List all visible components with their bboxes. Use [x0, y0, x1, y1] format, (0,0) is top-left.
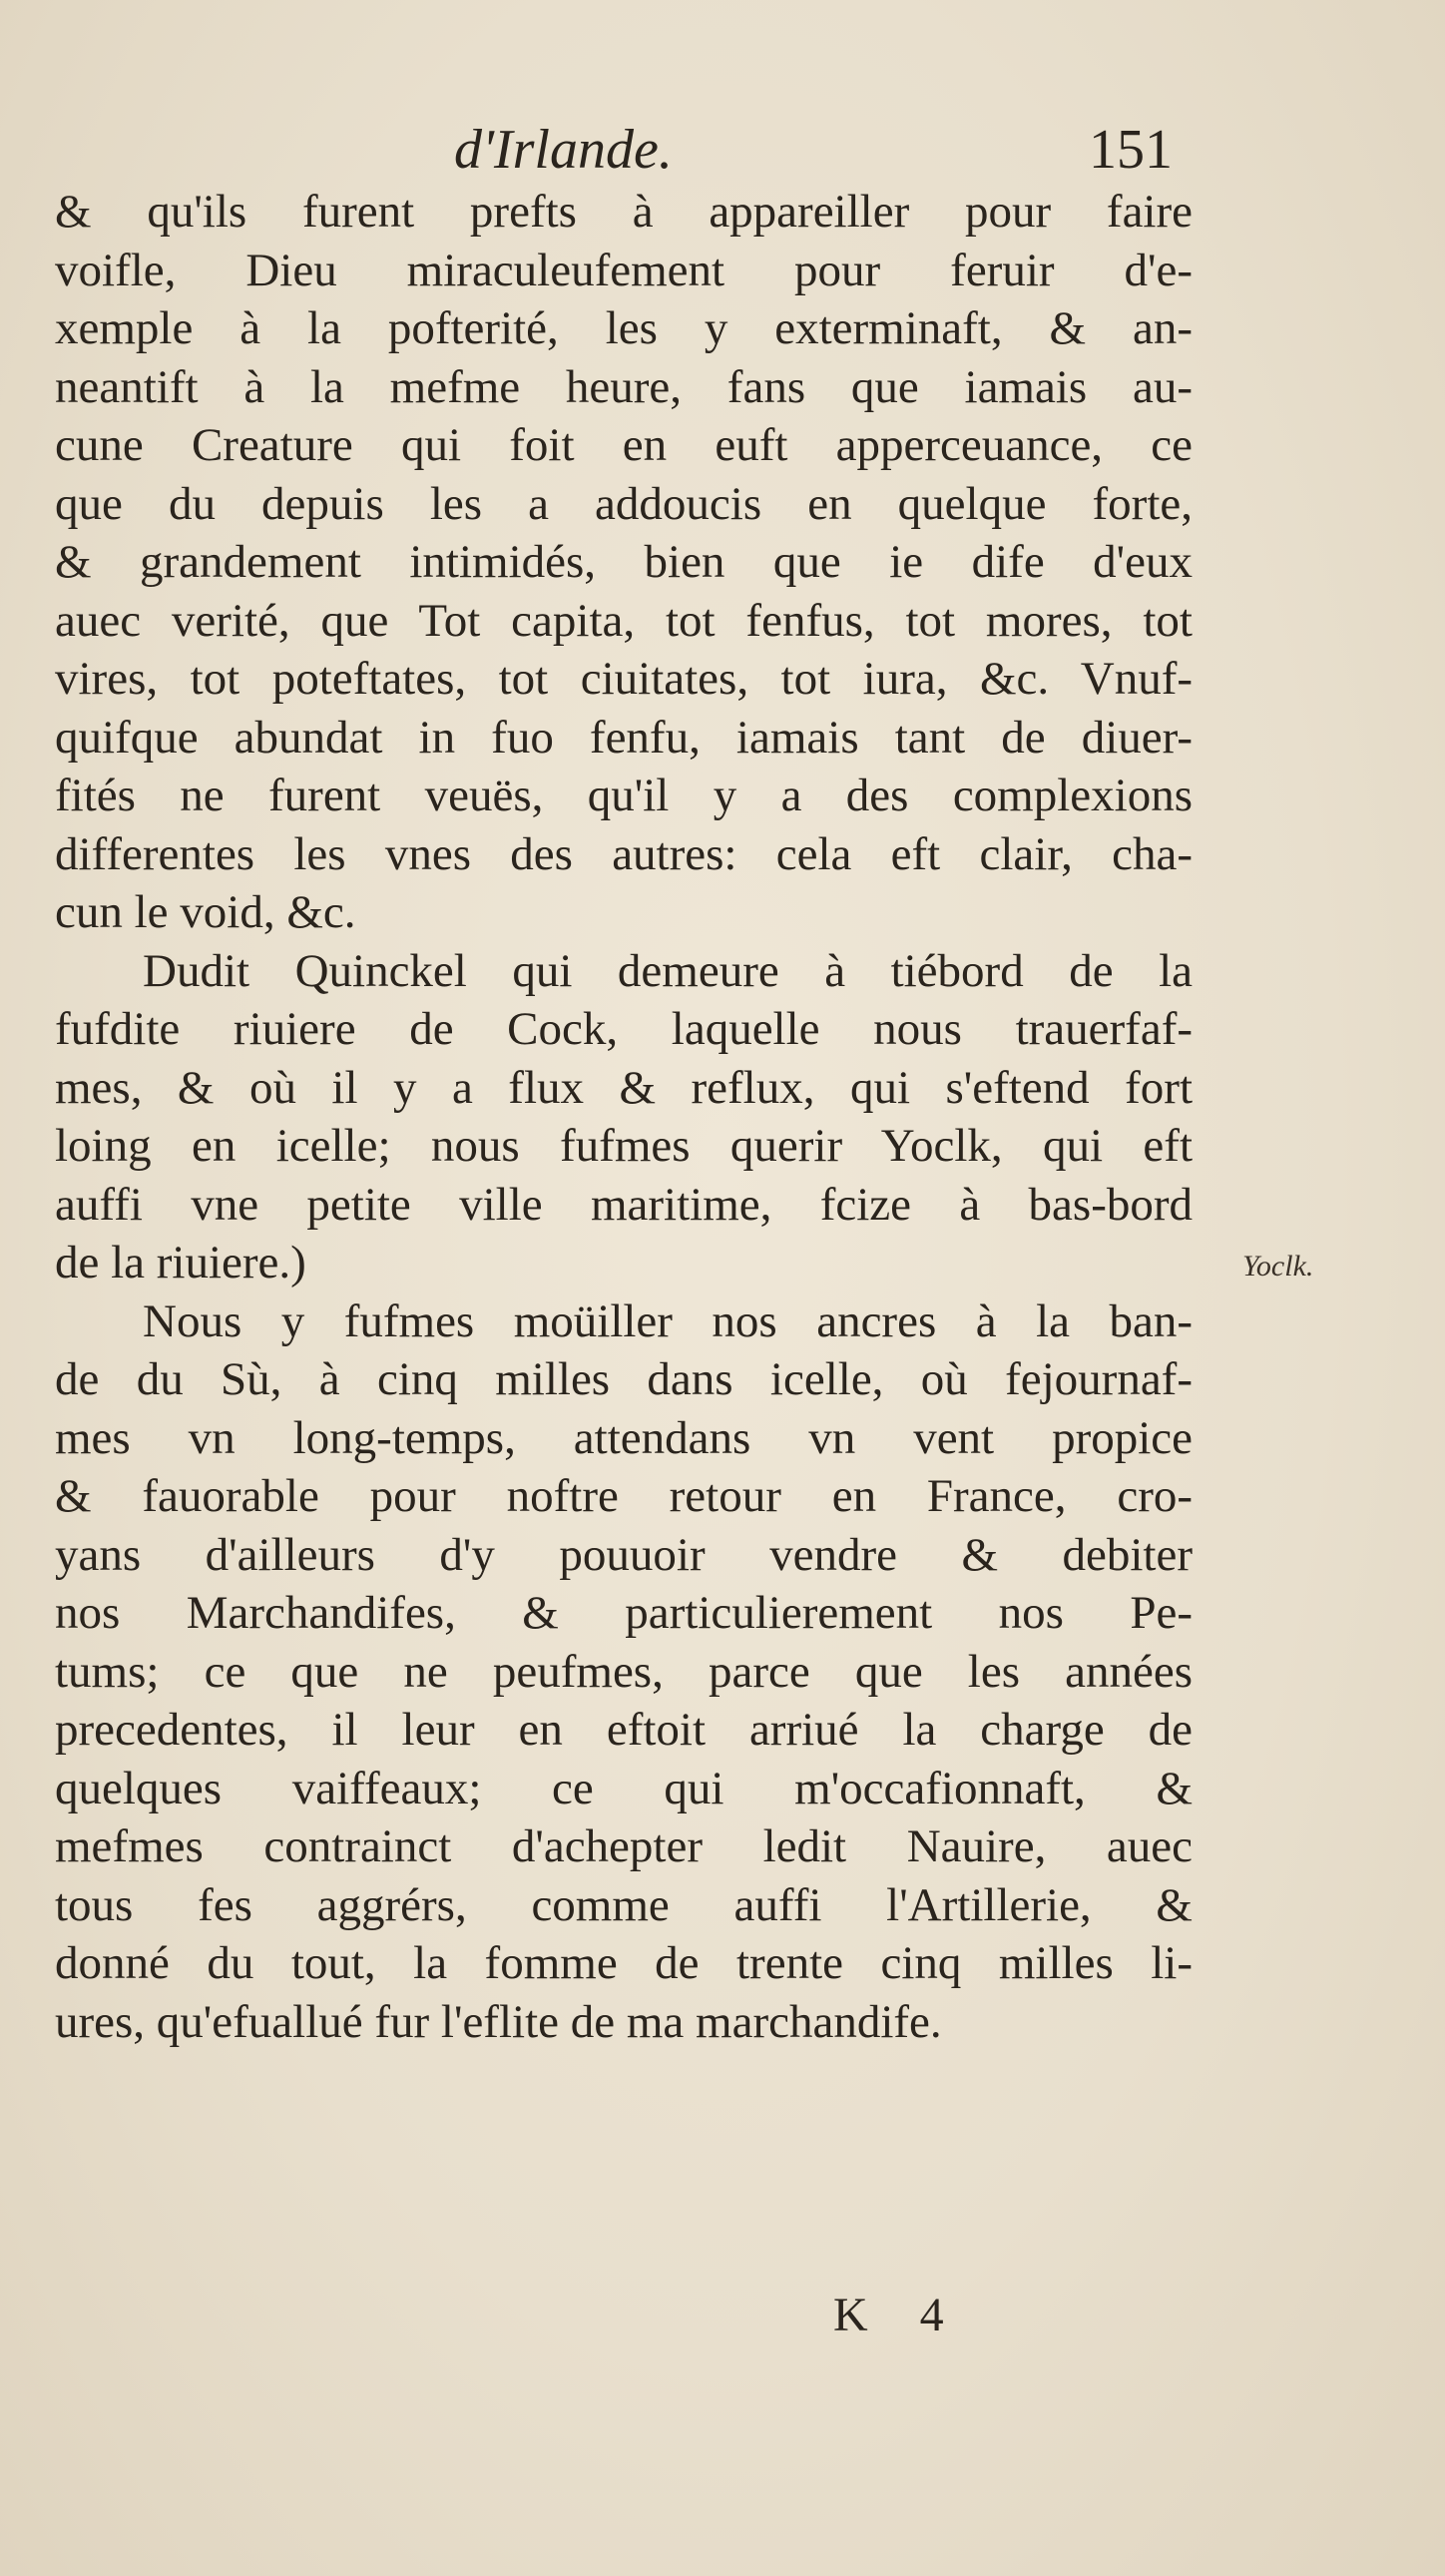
- signature-mark: K 4: [833, 2289, 964, 2341]
- page-header: [454, 118, 1173, 188]
- text-line: differentes les vnes des autres: cela eft clair, cha-: [55, 827, 1193, 880]
- page-number: 151: [1089, 119, 1173, 181]
- marginal-note: Yoclk.: [1242, 1250, 1314, 1283]
- text-line: cune Creature qui foit en euft apperceuance, ce: [55, 419, 1193, 471]
- text-line: auffi vne petite ville maritime, fcize à bas-bord: [55, 1178, 1193, 1231]
- text-line: mes vn long-temps, attendans vn vent propice: [55, 1411, 1193, 1464]
- text-line: Nous y fufmes moüiller nos ancres à la ban-: [143, 1294, 1193, 1347]
- text-line: de du Sù, à cinq milles dans icelle, où fejournaf-: [55, 1353, 1193, 1405]
- text-line: cun le void, &c.: [55, 886, 356, 938]
- text-line: nos Marchandifes, & particulierement nos Pe-: [55, 1587, 1193, 1639]
- text-line: & fauorable pour noftre retour en France, cro-: [55, 1470, 1193, 1522]
- body-text: [55, 183, 1193, 2051]
- text-line: mefmes contrainct d'achepter ledit Nauire, auec: [55, 1820, 1193, 1872]
- text-line: neantift à la mefme heure, fans que iamais au-: [55, 360, 1193, 413]
- text-line: quifque abundat in fuo fenfu, iamais tant de diuer-: [55, 711, 1193, 764]
- running-title: d'Irlande.: [454, 119, 673, 181]
- text-line: mes, & où il y a flux & reflux, qui s'eftend fort: [55, 1061, 1193, 1114]
- text-line: de la riuiere.): [55, 1237, 306, 1288]
- text-line: fités ne furent veuës, qu'il y a des complexions: [55, 770, 1193, 821]
- text-line: tums; ce que ne peufmes, parce que les années: [55, 1645, 1193, 1698]
- text-line: que du depuis les a addoucis en quelque forte,: [55, 477, 1193, 530]
- text-line: quelques vaiffeaux; ce qui m'occafionnaft, &: [55, 1762, 1193, 1814]
- text-line: Dudit Quinckel qui demeure à tiébord de la: [143, 944, 1193, 997]
- text-line: tous fes aggrérs, comme auffi l'Artillerie, &: [55, 1878, 1193, 1931]
- text-line: donné du tout, la fomme de trente cinq milles li-: [55, 1937, 1193, 1989]
- text-line: precedentes, il leur en eftoit arriué la charge de: [55, 1704, 1193, 1756]
- text-line: loing en icelle; nous fufmes querir Yoclk, qui eft: [55, 1120, 1193, 1172]
- text-line: fufdite riuiere de Cock, laquelle nous trauerfaf-: [55, 1003, 1193, 1055]
- text-line: voifle, Dieu miraculeufement pour feruir d'e-: [55, 244, 1193, 296]
- text-line: yans d'ailleurs d'y pouuoir vendre & debiter: [55, 1528, 1193, 1581]
- text-line: & grandement intimidés, bien que ie dife d'eux: [55, 536, 1193, 588]
- text-line: xemple à la pofterité, les y exterminaft, & an-: [55, 302, 1193, 354]
- text-line: vires, tot poteftates, tot ciuitates, tot iura, &c. Vnuf-: [55, 653, 1193, 705]
- text-line: ures, qu'efuallué fur l'eflite de ma marchandife.: [55, 1995, 942, 2048]
- text-line: auec verité, que Tot capita, tot fenfus, tot mores, tot: [55, 594, 1193, 647]
- text-line: & qu'ils furent prefts à appareiller pour faire: [55, 186, 1193, 238]
